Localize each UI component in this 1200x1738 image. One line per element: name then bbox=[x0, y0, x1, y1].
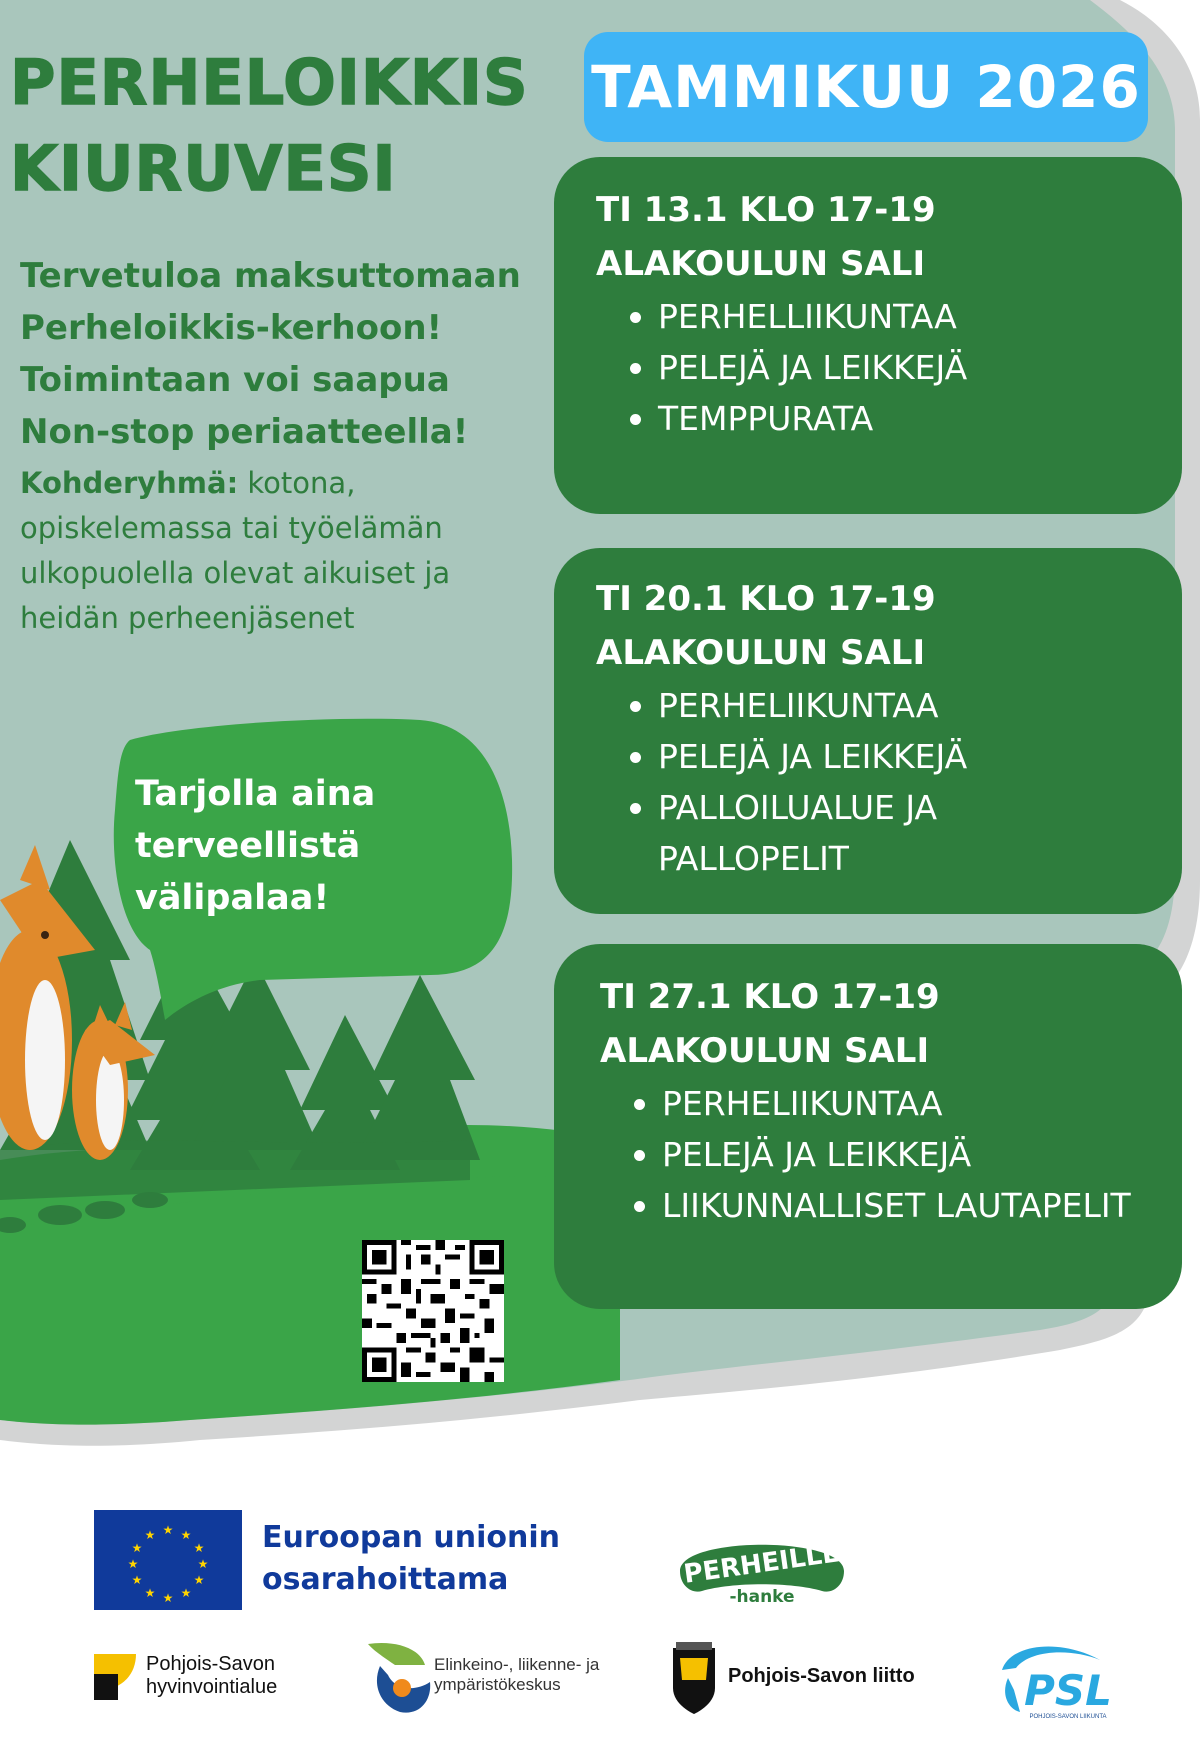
event-activity: PALLOILUALUE JA PALLOPELIT bbox=[596, 782, 1038, 884]
event-activity-list bbox=[596, 680, 1162, 884]
eu-funding-line: osarahoittama bbox=[262, 1562, 509, 1597]
snack-text bbox=[135, 768, 375, 924]
snack-line: välipalaa! bbox=[135, 878, 330, 918]
event-activity-list bbox=[596, 291, 1162, 444]
title-line-2: KIURUVESI bbox=[10, 132, 397, 205]
partner-logos bbox=[0, 1630, 1200, 1730]
perheille-logo-text: PERHEILLE bbox=[681, 1538, 842, 1590]
ely-logo bbox=[368, 1643, 600, 1713]
event-place: ALAKOULUN SALI bbox=[600, 1031, 930, 1071]
perheille-logo-sub: -hanke bbox=[729, 1587, 795, 1606]
intro-line: Tervetuloa maksuttomaan bbox=[20, 256, 521, 296]
liitto-logo bbox=[673, 1642, 915, 1714]
title-line-1: PERHELOIKKIS bbox=[10, 46, 529, 119]
event-activity: PERHELIIKUNTAA bbox=[596, 680, 1162, 731]
psl-subtext: POHJOIS-SAVON LIIKUNTA bbox=[1029, 1714, 1107, 1720]
event-activity-list bbox=[600, 1078, 1162, 1231]
month-badge: TAMMIKUU 2026 bbox=[584, 32, 1148, 142]
svg-text:★: ★ bbox=[144, 1586, 156, 1600]
event-card-1 bbox=[554, 157, 1182, 514]
svg-text:★: ★ bbox=[144, 1528, 156, 1542]
svg-text:★: ★ bbox=[180, 1586, 192, 1600]
target-label: Kohderyhmä: bbox=[20, 466, 239, 500]
page-title bbox=[10, 40, 529, 212]
event-activity: LIIKUNNALLISET LAUTAPELIT bbox=[600, 1180, 1162, 1231]
svg-text:★: ★ bbox=[193, 1573, 205, 1587]
event-activity: PERHELIIKUNTAA bbox=[600, 1078, 1162, 1129]
intro-text bbox=[20, 250, 540, 458]
event-activity: PELEJÄ JA LEIKKEJÄ bbox=[596, 342, 1162, 393]
svg-text:★: ★ bbox=[180, 1528, 192, 1542]
svg-text:★: ★ bbox=[162, 1591, 174, 1605]
event-date: TI 20.1 KLO 17-19 bbox=[596, 579, 936, 619]
intro-line: Perheloikkis-kerhoon! bbox=[20, 308, 443, 348]
event-card-3 bbox=[554, 944, 1182, 1309]
eu-funding-text bbox=[262, 1517, 560, 1601]
psl-text: PSL bbox=[1024, 1666, 1112, 1715]
target-text: kotona, opiskelemassa tai työelämän ulkopuolella olevat aikuiset ja heidän perheenjäsenet bbox=[20, 466, 451, 635]
snack-line: terveellistä bbox=[135, 826, 361, 866]
hyvinvointialue-line-2: hyvinvointialue bbox=[146, 1676, 278, 1698]
event-activity: TEMPPURATA bbox=[596, 393, 1162, 444]
perheille-logo bbox=[672, 1516, 852, 1606]
hyvinvointialue-line-1: Pohjois-Savon bbox=[146, 1653, 275, 1675]
target-group bbox=[20, 461, 500, 641]
eu-funding-line: Euroopan unionin bbox=[262, 1520, 560, 1555]
event-date: TI 13.1 KLO 17-19 bbox=[596, 190, 936, 230]
event-date: TI 27.1 KLO 17-19 bbox=[600, 977, 940, 1017]
event-activity: PERHELLIIKUNTAA bbox=[596, 291, 1162, 342]
event-place: ALAKOULUN SALI bbox=[596, 633, 926, 673]
svg-text:★: ★ bbox=[197, 1557, 209, 1571]
svg-text:★: ★ bbox=[162, 1523, 174, 1537]
eu-flag-icon bbox=[94, 1510, 242, 1610]
svg-text:★: ★ bbox=[131, 1573, 143, 1587]
ely-line-2: ympäristökeskus bbox=[434, 1675, 561, 1694]
hyvinvointialue-logo bbox=[94, 1653, 277, 1700]
svg-text:★: ★ bbox=[127, 1557, 139, 1571]
liitto-text: Pohjois-Savon liitto bbox=[728, 1665, 915, 1687]
event-place: ALAKOULUN SALI bbox=[596, 244, 926, 284]
event-activity: PELEJÄ JA LEIKKEJÄ bbox=[600, 1129, 1162, 1180]
ely-line-1: Elinkeino-, liikenne- ja bbox=[434, 1655, 600, 1674]
svg-text:★: ★ bbox=[131, 1541, 143, 1555]
qr-code[interactable] bbox=[362, 1240, 504, 1382]
event-card-2 bbox=[554, 548, 1182, 914]
intro-line: Toimintaan voi saapua bbox=[20, 360, 450, 400]
snack-line: Tarjolla aina bbox=[135, 774, 376, 814]
intro-line: Non-stop periaatteella! bbox=[20, 412, 469, 452]
svg-text:★: ★ bbox=[193, 1541, 205, 1555]
psl-logo bbox=[1002, 1647, 1112, 1720]
event-activity: PELEJÄ JA LEIKKEJÄ bbox=[596, 731, 1162, 782]
